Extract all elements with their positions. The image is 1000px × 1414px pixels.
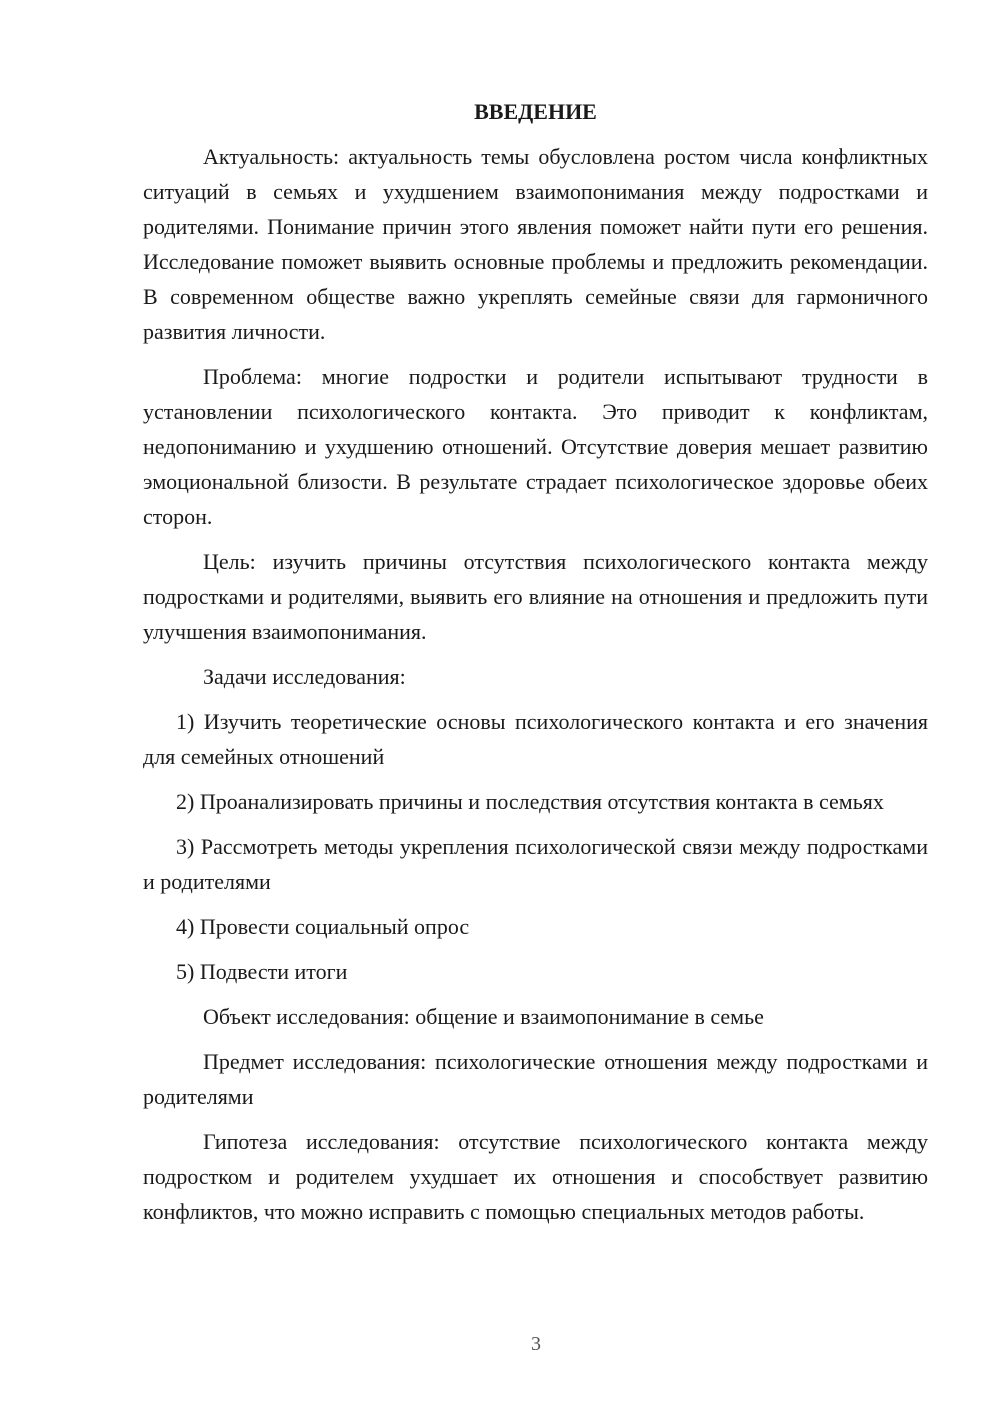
task-item-2: 2) Проанализировать причины и последствия отсутствия контакта в семьях [176,789,884,814]
paragraph-goal: Цель: изучить причины отсутствия психологического контакта между подростками и родителями, выявить его влияние на отношения и предложить пути улучшения взаимопонимания. [143,549,928,644]
paragraph-problem: Проблема: многие подростки и родители испытывают трудности в установлении психологического контакта. Это приводит к конфликтам, недопониманию и ухудшению отношений. Отсутствие доверия мешает развитию эмоциональной близости. В результате страдает психологическое здоровье обеих сторон. [143,364,928,529]
document-body [143,94,928,1239]
tasks-heading: Задачи исследования: [203,664,406,689]
paragraph-object: Объект исследования: общение и взаимопонимание в семье [203,1004,764,1029]
paragraph-hypothesis: Гипотеза исследования: отсутствие психологического контакта между подростком и родителем ухудшает их отношения и способствует развитию конфликтов, что можно исправить с помощью специальных методов работы. [143,1129,928,1224]
task-item-5: 5) Подвести итоги [176,959,348,984]
task-item-1: 1) Изучить теоретические основы психологического контакта и его значения для семейных отношений [143,709,928,769]
page-title: ВВЕДЕНИЕ [474,99,597,124]
task-item-4: 4) Провести социальный опрос [176,914,470,939]
task-item-3: 3) Рассмотреть методы укрепления психологической связи между подростками и родителями [143,834,928,894]
paragraph-subject: Предмет исследования: психологические отношения между подростками и родителями [143,1049,928,1109]
paragraph-relevance: Актуальность: актуальность темы обусловлена ростом числа конфликтных ситуаций в семьях и ухудшением взаимопонимания между подростками и родителями. Понимание причин этого явления поможет найти пути его решения. Исследование поможет выявить основные проблемы и предложить рекомендации. В современном обществе важно укреплять семейные связи для гармоничного развития личности. [143,144,928,344]
page-number: 3 [531,1333,541,1355]
